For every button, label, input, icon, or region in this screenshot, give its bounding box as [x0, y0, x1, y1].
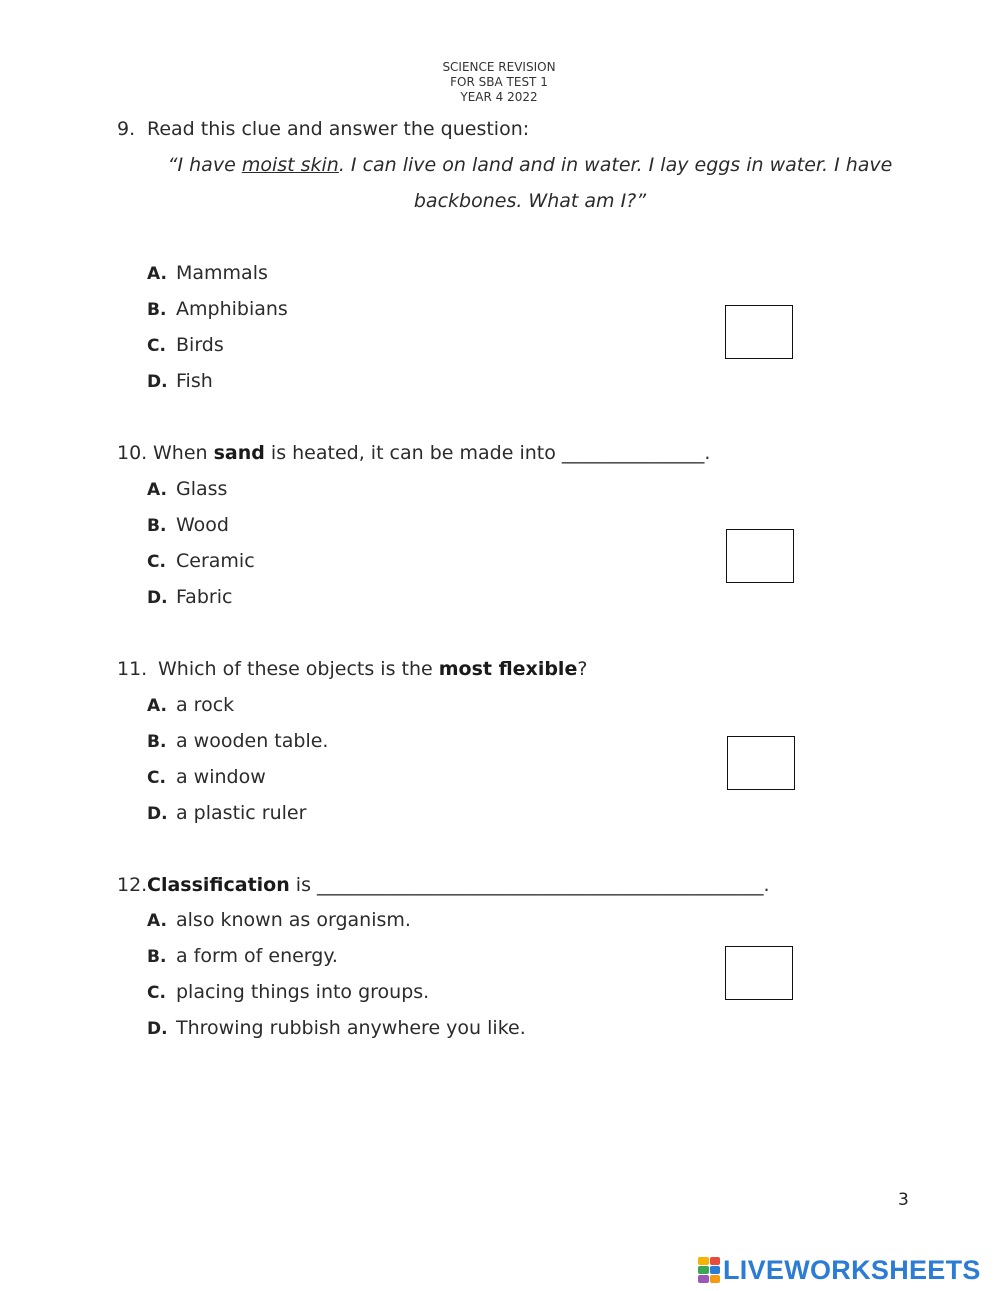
clue-underlined: moist skin	[241, 154, 339, 176]
question-text-part: When	[153, 442, 214, 464]
question-bold-term: sand	[213, 442, 265, 464]
option-letter: B.	[147, 947, 167, 967]
option-text: a plastic ruler	[176, 802, 307, 824]
question-text	[153, 442, 710, 464]
question-number: 10.	[117, 442, 148, 464]
option-letter: C.	[147, 768, 166, 788]
question-number: 9.	[117, 118, 136, 140]
question-text	[158, 658, 587, 680]
clue-open: “I have	[167, 154, 242, 176]
question-bold-term: most flexible	[438, 658, 578, 680]
question-text-part: ?	[577, 658, 588, 680]
option-letter: D.	[147, 588, 168, 608]
option-text: Birds	[176, 334, 224, 356]
option-text: Throwing rubbish anywhere you like.	[176, 1017, 526, 1039]
option-text: also known as organism.	[176, 909, 411, 931]
option-text: Fish	[176, 370, 213, 392]
page-number: 3	[898, 1190, 909, 1210]
option-text: Wood	[176, 514, 229, 536]
question-text-part: Which of these objects is the	[158, 658, 439, 680]
option-letter: D.	[147, 804, 168, 824]
option-text: a window	[176, 766, 266, 788]
header-line-3: YEAR 4 2022	[460, 90, 538, 104]
option-letter: B.	[147, 732, 167, 752]
option-text: Amphibians	[176, 298, 288, 320]
option-text: a wooden table.	[176, 730, 329, 752]
document-header	[0, 60, 998, 105]
question-text-part: is _______________________________________________.	[289, 874, 770, 896]
option-letter: B.	[147, 300, 167, 320]
option-letter: D.	[147, 372, 168, 392]
option-text: Ceramic	[176, 550, 255, 572]
option-letter: A.	[147, 911, 167, 931]
question-bold-term: Classification	[147, 874, 290, 896]
header-line-2: FOR SBA TEST 1	[450, 75, 548, 89]
option-text: a rock	[176, 694, 235, 716]
question-text-part: is heated, it can be made into _______________.	[264, 442, 711, 464]
answer-box[interactable]	[727, 736, 795, 790]
clue-line-2: backbones. What am I?”	[413, 190, 647, 212]
liveworksheets-logo-text: LIVEWORKSHEETS	[723, 1254, 981, 1285]
option-letter: C.	[147, 336, 166, 356]
option-letter: A.	[147, 264, 167, 284]
option-text: Glass	[176, 478, 228, 500]
answer-box[interactable]	[725, 946, 793, 1000]
option-text: a form of energy.	[176, 945, 338, 967]
option-letter: C.	[147, 983, 166, 1003]
liveworksheets-logo-icon	[698, 1257, 720, 1283]
liveworksheets-logo	[698, 1256, 981, 1284]
question-number: 12.	[117, 874, 148, 896]
option-letter: A.	[147, 480, 167, 500]
option-text: Fabric	[176, 586, 233, 608]
option-letter: A.	[147, 696, 167, 716]
question-text	[147, 874, 770, 896]
answer-box[interactable]	[725, 305, 793, 359]
question-number: 11.	[117, 658, 148, 680]
answer-box[interactable]	[726, 529, 794, 583]
option-letter: D.	[147, 1019, 168, 1039]
clue-line-1	[110, 154, 950, 176]
option-letter: B.	[147, 516, 167, 536]
option-text: placing things into groups.	[176, 981, 430, 1003]
clue-rest: . I can live on land and in water. I lay eggs in water. I have	[338, 154, 893, 176]
question-text: Read this clue and answer the question:	[147, 118, 530, 140]
header-line-1: SCIENCE REVISION	[442, 60, 556, 74]
option-text: Mammals	[176, 262, 268, 284]
option-letter: C.	[147, 552, 166, 572]
